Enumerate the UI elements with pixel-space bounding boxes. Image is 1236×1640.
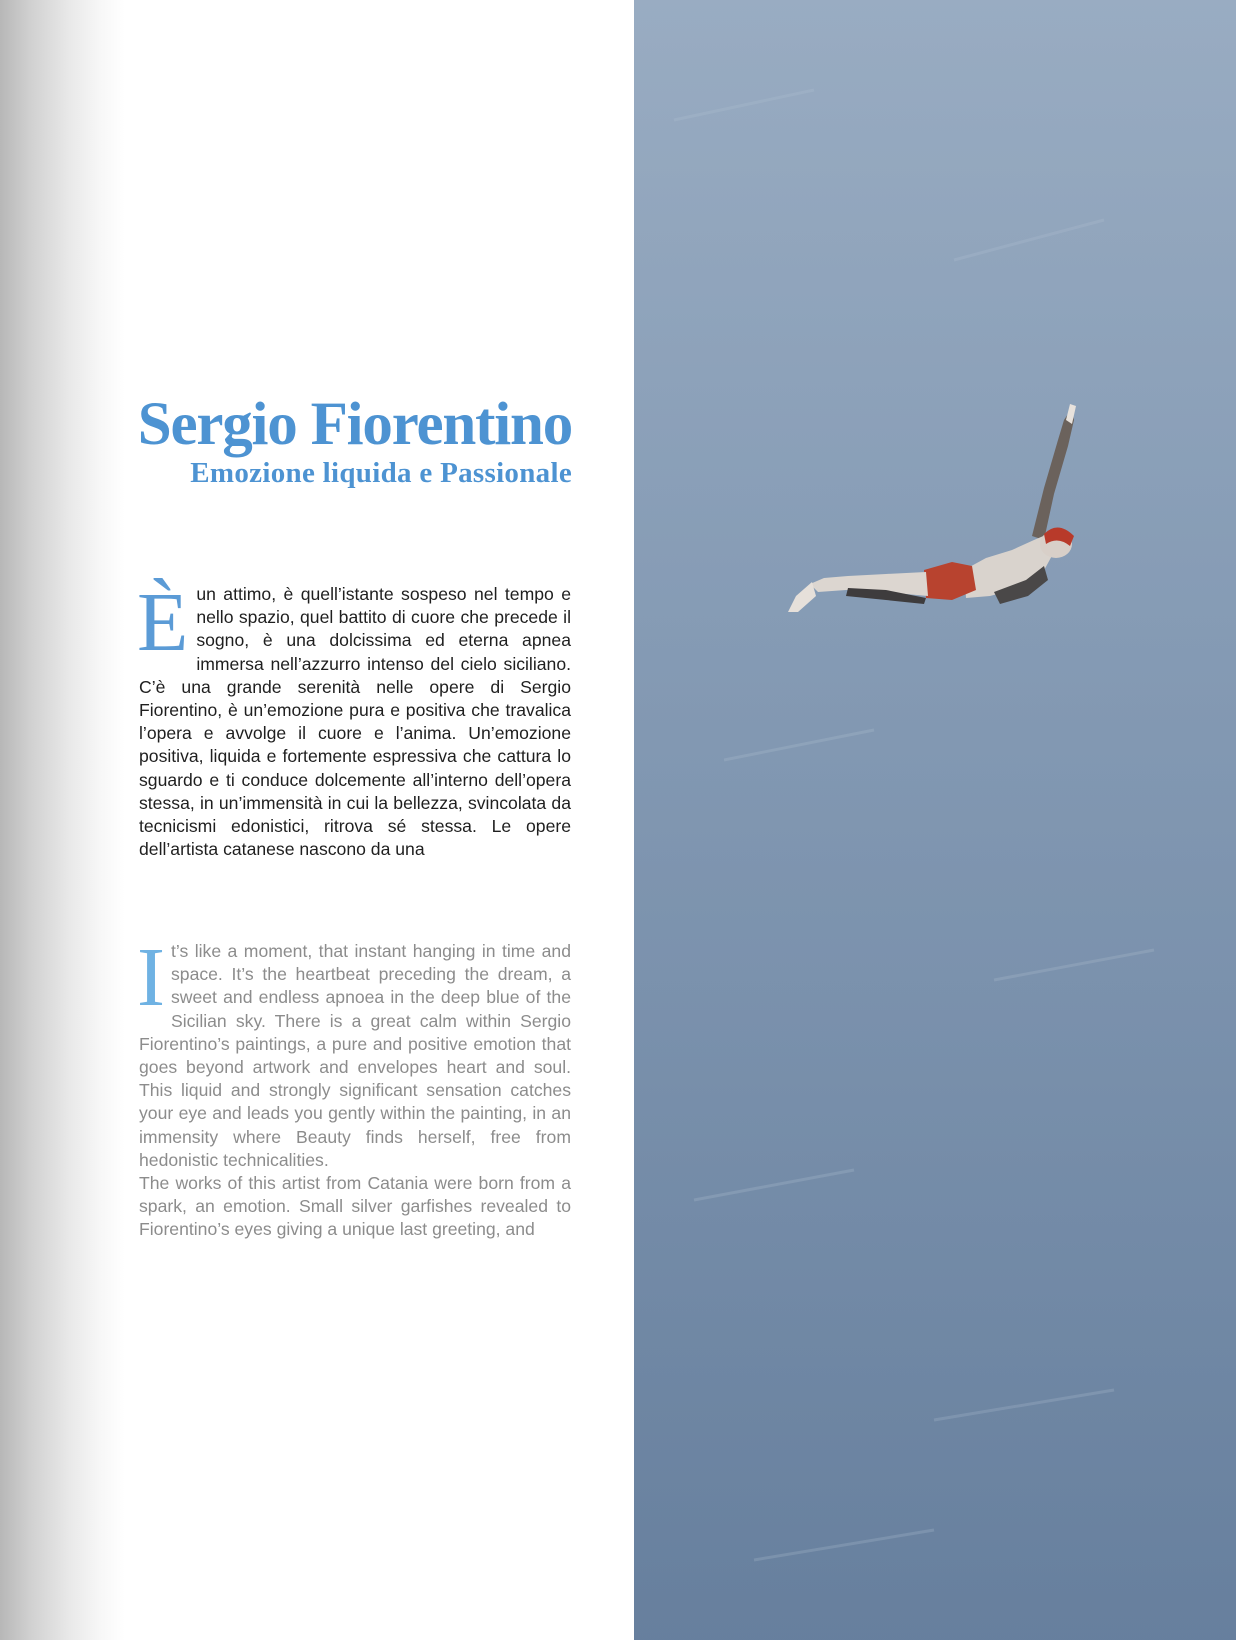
english-paragraph: t’s like a moment, that instant hanging in time and space. It’s the heartbeat preceding the dream, a sweet and endless apnoea in the deep blue of the Sicilian sky. There is a great calm within Sergio Fiorentino’s paintings, a pure and positive emotion that goes beyond artwork and envelopes heart and soul. This liquid and strongly significant sensation catches your eye and leads you gently within the painting, in an immensity where Beauty finds herself, free from hedonistic technicalities. bbox=[139, 941, 571, 1170]
italian-drop-cap: È bbox=[137, 576, 189, 669]
article-title: Sergio Fiorentino bbox=[137, 391, 572, 458]
italian-text-block bbox=[137, 576, 571, 861]
article-subtitle: Emozione liquida e Passionale bbox=[190, 457, 572, 489]
title-block bbox=[124, 392, 572, 490]
painting-photo bbox=[634, 0, 1236, 1640]
english-text-block bbox=[137, 931, 571, 1242]
english-paragraph-2: The works of this artist from Catania were born from a spark, an emotion. Small silver garfishes revealed to Fiorentino’s eyes giving a unique last greeting, and bbox=[139, 1173, 571, 1240]
diver-painting-icon bbox=[634, 0, 1236, 1640]
italian-paragraph: un attimo, è quell’istante sospeso nel tempo e nello spazio, quel battito di cuore che precede il sogno, è una dolcissima ed eterna apnea immersa nell’azzurro intenso del cielo siciliano. C’è una grande serenità nelle opere di Sergio Fiorentino, è un’emozione pura e positiva che travalica l’opera e avvolge il cuore e l’anima. Un’emozione positiva, liquida e fortemente espressiva che cattura lo sguardo e ti conduce dolcemente all’interno dell’opera stessa, in un’immensità in cui la bellezza, svincolata da tecnicismi edonistici, ritrova sé stessa. Le opere dell’artista catanese nascono da una bbox=[139, 584, 571, 860]
english-drop-cap: I bbox=[137, 931, 165, 1024]
